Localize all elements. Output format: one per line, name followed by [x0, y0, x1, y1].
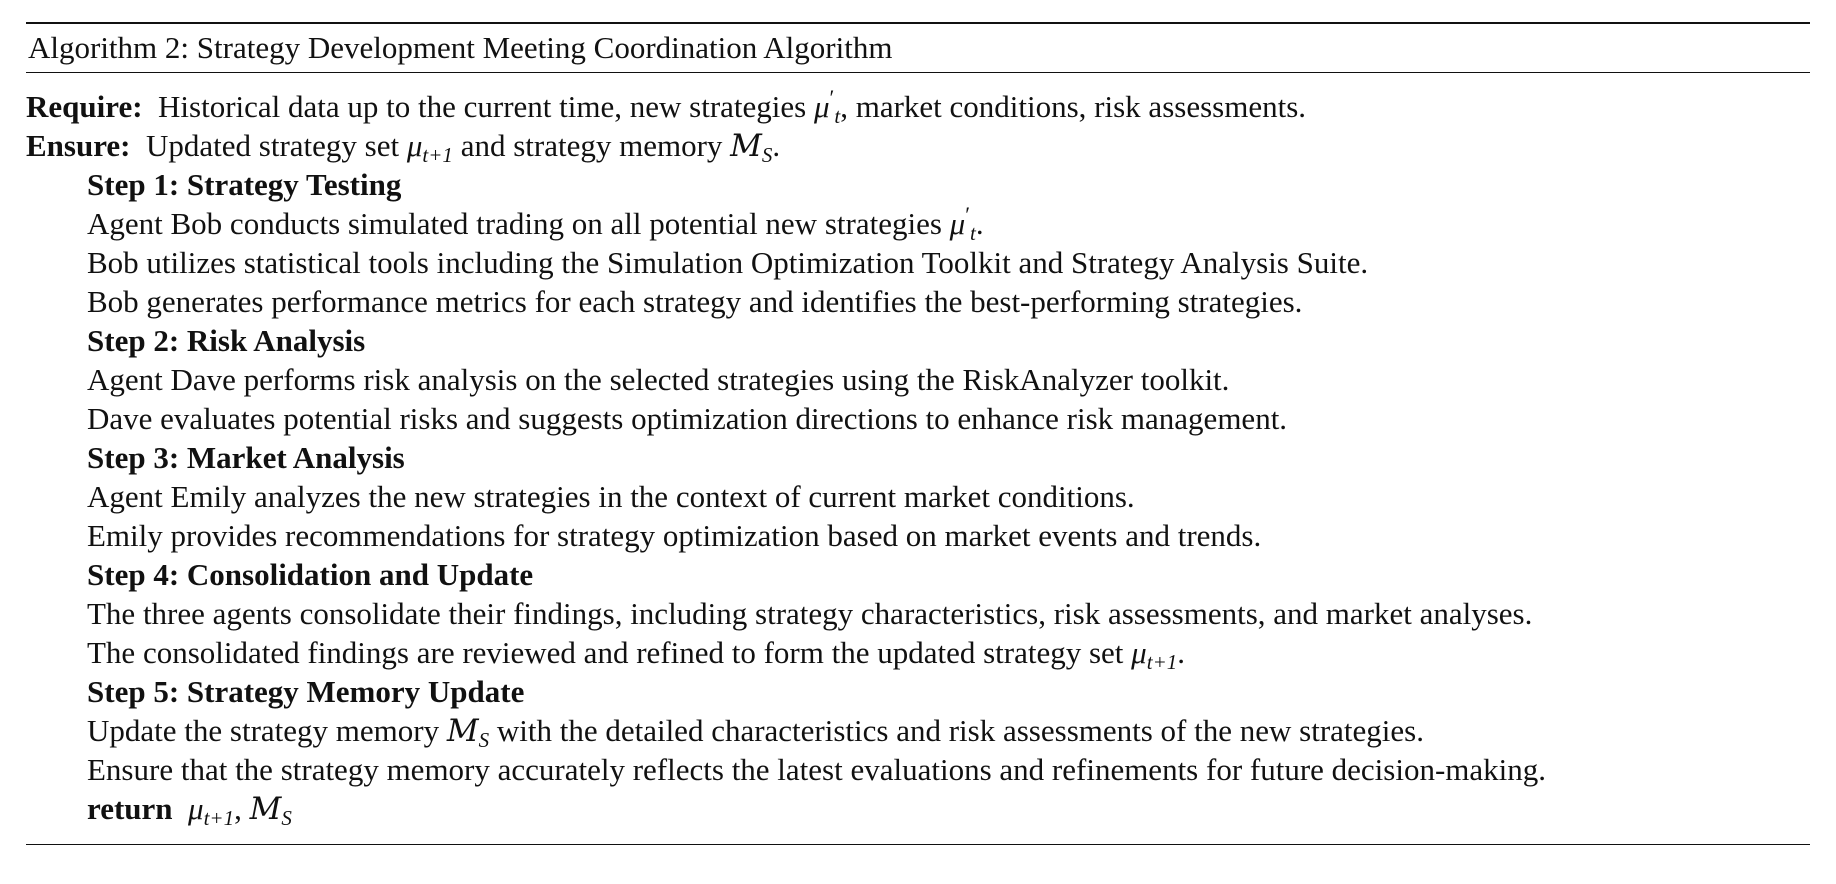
- math-M-S: $M_S$: [730, 128, 773, 167]
- ensure-line: Ensure: Updated strategy set $\mu_{t+1}$ and strategy memory $M_S$.: [26, 128, 781, 167]
- return-line: return $\mu_{t+1}$, $M_S$: [87, 791, 292, 830]
- step-4-title: Step 4: Consolidation and Update: [87, 557, 534, 592]
- bottom-rule: [26, 844, 1810, 845]
- step-2-title: Step 2: Risk Analysis: [87, 323, 366, 358]
- step-3-line-1: Agent Emily analyzes the new strategies in the context of current market conditions.: [87, 479, 1135, 514]
- ensure-text-2: and strategy memory: [460, 128, 723, 163]
- math-mu-t1: $\mu_{t+1}$: [1131, 635, 1178, 674]
- step-1-line-2: Bob utilizes statistical tools including the Simulation Optimization Toolkit and Strategy Analysis Suite.: [87, 245, 1369, 280]
- step-5-line-2: Ensure that the strategy memory accurately reflects the latest evaluations and refinements for future decision-making.: [87, 752, 1547, 787]
- algorithm-block: [26, 22, 1810, 845]
- math-mu-t1: $\mu_{t+1}$: [406, 128, 453, 167]
- step-1-title: Step 1: Strategy Testing: [87, 167, 402, 202]
- step-1-line-1: Agent Bob conducts simulated trading on all potential new strategies $\mu'_t$.: [87, 202, 984, 245]
- math-mu-t-prime: $\mu'_t$: [949, 202, 976, 245]
- require-text: Historical data up to the current time, new strategies: [158, 89, 807, 124]
- step-2-line-1: Agent Dave performs risk analysis on the selected strategies using the RiskAnalyzer toolkit.: [87, 362, 1230, 397]
- require-text-end: , market conditions, risk assessments.: [840, 89, 1307, 124]
- ensure-label: Ensure:: [26, 128, 131, 163]
- ensure-text-1: Updated strategy set: [146, 128, 400, 163]
- math-mu-t1: $\mu_{t+1}$: [188, 791, 235, 830]
- require-label: Require:: [26, 89, 143, 124]
- step-5-line-1: Update the strategy memory $M_S$ with the detailed characteristics and risk assessments of the new strategies.: [87, 713, 1424, 752]
- math-M-S: $M_S$: [446, 713, 490, 752]
- step-4-line-2: The consolidated findings are reviewed and refined to form the updated strategy set $\mu_{t+1}$.: [87, 635, 1185, 674]
- algorithm-body: [26, 73, 1810, 828]
- step-1-line-3: Bob generates performance metrics for each strategy and identifies the best-performing strategies.: [87, 284, 1303, 319]
- step-5-title: Step 5: Strategy Memory Update: [87, 674, 525, 709]
- math-M-S: $M_S$: [249, 791, 292, 830]
- step-4-line-1: The three agents consolidate their findings, including strategy characteristics, risk assessments, and market analyses.: [87, 596, 1533, 631]
- return-label: return: [87, 791, 173, 826]
- require-line: [26, 87, 1810, 126]
- step-3-title: Step 3: Market Analysis: [87, 440, 405, 475]
- math-mu-t-prime: $\mu'_t$: [813, 85, 841, 128]
- step-3-line-2: Emily provides recommendations for strategy optimization based on market events and trends.: [87, 518, 1262, 553]
- algorithm-caption: Algorithm 2: Strategy Development Meeting Coordination Algorithm: [28, 30, 893, 65]
- step-2-line-2: Dave evaluates potential risks and suggests optimization directions to enhance risk management.: [87, 401, 1288, 436]
